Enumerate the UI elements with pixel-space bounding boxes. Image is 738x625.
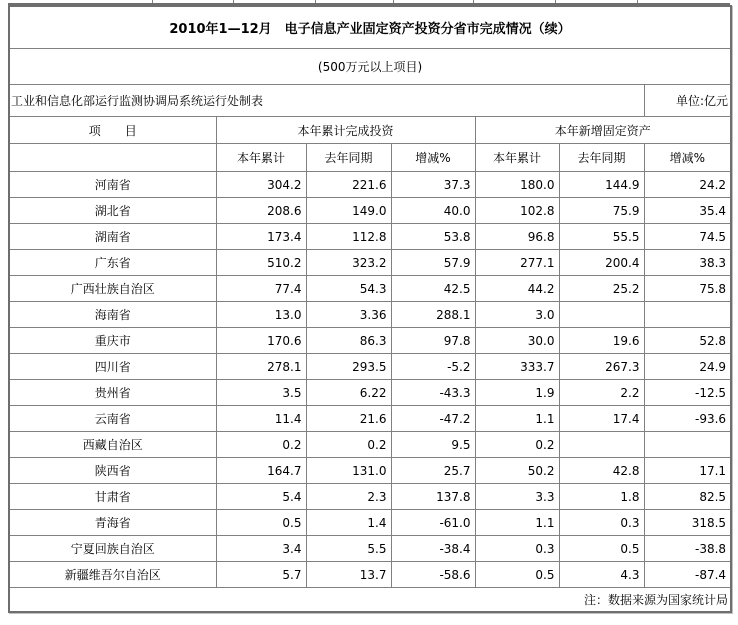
- table-row: [9, 380, 731, 406]
- province-name: 西藏自治区: [9, 432, 216, 458]
- cell-investment-current: 304.2: [216, 172, 306, 198]
- cell-investment-current: 3.5: [216, 380, 306, 406]
- cutoff-cell-border: [152, 0, 153, 3]
- table-row: [9, 328, 731, 354]
- table-row: [9, 562, 731, 588]
- province-name: 宁夏回族自治区: [9, 536, 216, 562]
- item-column-header: 项 目: [9, 117, 216, 144]
- cell-new-assets-change-pct: 24.9: [644, 354, 731, 380]
- cell-new-assets-last-year: 267.3: [559, 354, 644, 380]
- cell-investment-last-year: 293.5: [306, 354, 391, 380]
- cell-investment-change-pct: 9.5: [391, 432, 475, 458]
- sub-header-change-pct-1: 增减%: [391, 144, 475, 172]
- cell-investment-last-year: 323.2: [306, 250, 391, 276]
- prepared-by-label: 工业和信息化部运行监测协调局系统运行处制表: [9, 85, 644, 117]
- sub-header-last-year-1: 去年同期: [306, 144, 391, 172]
- cell-new-assets-current: 3.3: [475, 484, 559, 510]
- cell-new-assets-last-year: 0.3: [559, 510, 644, 536]
- cell-investment-last-year: 112.8: [306, 224, 391, 250]
- cell-investment-change-pct: -38.4: [391, 536, 475, 562]
- investment-table: [8, 5, 732, 613]
- province-name: 四川省: [9, 354, 216, 380]
- cell-new-assets-last-year: 2.2: [559, 380, 644, 406]
- province-name: 青海省: [9, 510, 216, 536]
- page-title: 2010年1—12月 电子信息产业固定资产投资分省市完成情况（续）: [9, 6, 731, 49]
- sub-header-blank: [9, 144, 216, 172]
- cell-investment-change-pct: 25.7: [391, 458, 475, 484]
- cell-investment-last-year: 149.0: [306, 198, 391, 224]
- cell-investment-current: 11.4: [216, 406, 306, 432]
- cell-investment-last-year: 2.3: [306, 484, 391, 510]
- cell-investment-change-pct: 40.0: [391, 198, 475, 224]
- cell-investment-change-pct: 288.1: [391, 302, 475, 328]
- cell-new-assets-change-pct: 74.5: [644, 224, 731, 250]
- province-name: 广东省: [9, 250, 216, 276]
- cell-new-assets-current: 102.8: [475, 198, 559, 224]
- cell-new-assets-current: 0.5: [475, 562, 559, 588]
- cell-new-assets-change-pct: -87.4: [644, 562, 731, 588]
- cell-new-assets-change-pct: 82.5: [644, 484, 731, 510]
- province-name: 陕西省: [9, 458, 216, 484]
- table-row: [9, 406, 731, 432]
- sub-header-change-pct-2: 增减%: [644, 144, 731, 172]
- cell-new-assets-last-year: 42.8: [559, 458, 644, 484]
- cutoff-cell-border: [473, 0, 474, 3]
- group-header-investment: 本年累计完成投资: [216, 117, 475, 144]
- group-header-row: [9, 117, 731, 144]
- cell-investment-current: 164.7: [216, 458, 306, 484]
- cell-investment-last-year: 131.0: [306, 458, 391, 484]
- cell-investment-change-pct: -61.0: [391, 510, 475, 536]
- cell-investment-last-year: 13.7: [306, 562, 391, 588]
- cell-new-assets-last-year: [559, 432, 644, 458]
- cell-new-assets-change-pct: -93.6: [644, 406, 731, 432]
- table-row: [9, 536, 731, 562]
- cell-investment-current: 173.4: [216, 224, 306, 250]
- cell-investment-current: 208.6: [216, 198, 306, 224]
- cell-investment-current: 170.6: [216, 328, 306, 354]
- table-row: [9, 224, 731, 250]
- cell-new-assets-current: 0.3: [475, 536, 559, 562]
- cell-investment-change-pct: 42.5: [391, 276, 475, 302]
- sub-header-current-total-1: 本年累计: [216, 144, 306, 172]
- cutoff-cell-border: [555, 0, 556, 3]
- cell-new-assets-current: 3.0: [475, 302, 559, 328]
- cell-new-assets-last-year: 19.6: [559, 328, 644, 354]
- table-row: [9, 484, 731, 510]
- cell-investment-current: 5.4: [216, 484, 306, 510]
- cell-investment-current: 3.4: [216, 536, 306, 562]
- note-row: [9, 588, 731, 613]
- province-name: 云南省: [9, 406, 216, 432]
- cell-investment-last-year: 86.3: [306, 328, 391, 354]
- province-name: 河南省: [9, 172, 216, 198]
- table-row: [9, 458, 731, 484]
- table-body: [9, 172, 731, 588]
- sub-header-last-year-2: 去年同期: [559, 144, 644, 172]
- cell-investment-current: 0.2: [216, 432, 306, 458]
- cell-investment-last-year: 54.3: [306, 276, 391, 302]
- cell-investment-change-pct: 37.3: [391, 172, 475, 198]
- cell-new-assets-last-year: 55.5: [559, 224, 644, 250]
- cell-new-assets-current: 1.9: [475, 380, 559, 406]
- cell-investment-current: 77.4: [216, 276, 306, 302]
- province-name: 广西壮族自治区: [9, 276, 216, 302]
- cell-investment-last-year: 5.5: [306, 536, 391, 562]
- unit-label: 单位:亿元: [644, 85, 731, 117]
- cell-new-assets-last-year: 0.5: [559, 536, 644, 562]
- sub-header-row: [9, 144, 731, 172]
- province-name: 湖北省: [9, 198, 216, 224]
- cell-new-assets-change-pct: -38.8: [644, 536, 731, 562]
- cell-new-assets-current: 180.0: [475, 172, 559, 198]
- cell-investment-current: 13.0: [216, 302, 306, 328]
- sub-header-current-total-2: 本年累计: [475, 144, 559, 172]
- cell-investment-change-pct: -43.3: [391, 380, 475, 406]
- cell-new-assets-current: 96.8: [475, 224, 559, 250]
- cell-new-assets-change-pct: 38.3: [644, 250, 731, 276]
- cell-new-assets-change-pct: 24.2: [644, 172, 731, 198]
- cutoff-cell-border: [315, 0, 316, 3]
- cell-investment-current: 5.7: [216, 562, 306, 588]
- cell-new-assets-current: 30.0: [475, 328, 559, 354]
- province-name: 甘肃省: [9, 484, 216, 510]
- cell-investment-last-year: 1.4: [306, 510, 391, 536]
- cell-new-assets-last-year: 75.9: [559, 198, 644, 224]
- cell-investment-last-year: 6.22: [306, 380, 391, 406]
- cell-new-assets-current: 1.1: [475, 406, 559, 432]
- cell-new-assets-last-year: [559, 302, 644, 328]
- cell-new-assets-current: 277.1: [475, 250, 559, 276]
- cell-new-assets-current: 44.2: [475, 276, 559, 302]
- cutoff-cell-border: [393, 0, 394, 3]
- cutoff-previous-table-border: [8, 0, 730, 5]
- cell-new-assets-change-pct: 17.1: [644, 458, 731, 484]
- table-row: [9, 172, 731, 198]
- cell-new-assets-last-year: 4.3: [559, 562, 644, 588]
- province-name: 湖南省: [9, 224, 216, 250]
- cell-investment-change-pct: -58.6: [391, 562, 475, 588]
- table-row: [9, 198, 731, 224]
- cell-new-assets-last-year: 144.9: [559, 172, 644, 198]
- cell-new-assets-change-pct: 318.5: [644, 510, 731, 536]
- cell-investment-change-pct: -5.2: [391, 354, 475, 380]
- table-row: [9, 250, 731, 276]
- cell-new-assets-current: 0.2: [475, 432, 559, 458]
- cell-new-assets-change-pct: -12.5: [644, 380, 731, 406]
- cell-investment-current: 278.1: [216, 354, 306, 380]
- province-name: 贵州省: [9, 380, 216, 406]
- cell-investment-last-year: 221.6: [306, 172, 391, 198]
- cell-new-assets-current: 50.2: [475, 458, 559, 484]
- cell-new-assets-change-pct: [644, 302, 731, 328]
- cell-investment-change-pct: 137.8: [391, 484, 475, 510]
- title-row: [9, 6, 731, 49]
- cell-investment-last-year: 21.6: [306, 406, 391, 432]
- source-note: 注：数据来源为国家统计局: [9, 588, 731, 613]
- cell-new-assets-last-year: 25.2: [559, 276, 644, 302]
- cell-investment-change-pct: 97.8: [391, 328, 475, 354]
- table-row: [9, 354, 731, 380]
- table-row: [9, 276, 731, 302]
- cell-new-assets-last-year: 17.4: [559, 406, 644, 432]
- cutoff-cell-border: [637, 0, 638, 3]
- cell-investment-current: 0.5: [216, 510, 306, 536]
- cell-new-assets-change-pct: [644, 432, 731, 458]
- table-row: [9, 302, 731, 328]
- province-name: 海南省: [9, 302, 216, 328]
- cell-investment-change-pct: 57.9: [391, 250, 475, 276]
- cell-new-assets-current: 333.7: [475, 354, 559, 380]
- cell-investment-last-year: 0.2: [306, 432, 391, 458]
- cell-investment-last-year: 3.36: [306, 302, 391, 328]
- cell-new-assets-change-pct: 52.8: [644, 328, 731, 354]
- page-subtitle: (500万元以上项目): [9, 49, 731, 85]
- cell-new-assets-current: 1.1: [475, 510, 559, 536]
- subtitle-row: [9, 49, 731, 85]
- cell-new-assets-last-year: 1.8: [559, 484, 644, 510]
- table-row: [9, 510, 731, 536]
- meta-row: [9, 85, 731, 117]
- group-header-new-fixed-assets: 本年新增固定资产: [475, 117, 731, 144]
- cutoff-cell-border: [233, 0, 234, 3]
- cell-investment-change-pct: -47.2: [391, 406, 475, 432]
- cell-investment-current: 510.2: [216, 250, 306, 276]
- cell-investment-change-pct: 53.8: [391, 224, 475, 250]
- table-row: [9, 432, 731, 458]
- cell-new-assets-change-pct: 35.4: [644, 198, 731, 224]
- province-name: 新疆维吾尔自治区: [9, 562, 216, 588]
- cell-new-assets-last-year: 200.4: [559, 250, 644, 276]
- province-name: 重庆市: [9, 328, 216, 354]
- cell-new-assets-change-pct: 75.8: [644, 276, 731, 302]
